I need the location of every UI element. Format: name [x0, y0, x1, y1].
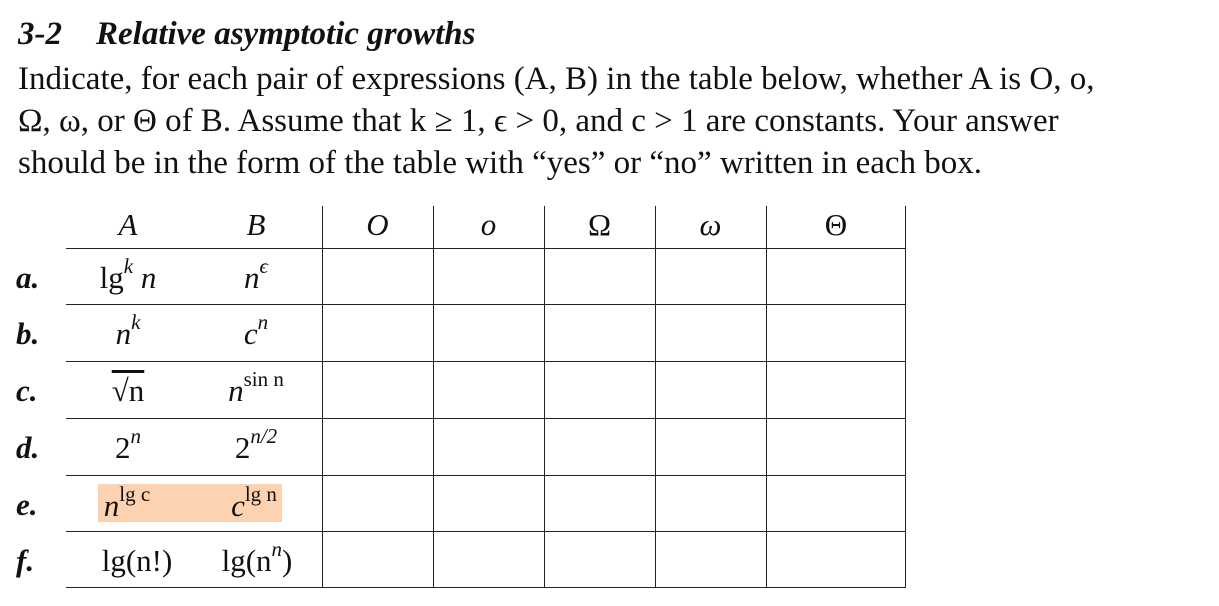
answer-cell[interactable] [655, 362, 766, 418]
expr-base: n [103, 488, 120, 523]
answer-cell[interactable] [766, 419, 905, 475]
answer-cell[interactable] [544, 249, 655, 305]
header-theta: Θ [824, 207, 848, 242]
answer-cell[interactable] [655, 305, 766, 361]
header-little-o: o [480, 207, 497, 242]
expr-exponent: sin n [243, 366, 284, 391]
row-label-c: c. [16, 373, 38, 408]
expr-exponent: lg c [119, 481, 151, 506]
header-big-o: O [366, 207, 389, 242]
expr-exponent: ϵ [259, 253, 268, 278]
expr-base: lg [99, 260, 124, 295]
expr-d-a [68, 420, 188, 476]
answer-cell[interactable] [655, 476, 766, 532]
header-a: A [118, 207, 138, 242]
answer-cell[interactable] [766, 249, 905, 305]
expr-base: 2 [115, 430, 131, 465]
answer-cell[interactable] [766, 532, 905, 588]
table-rule [905, 206, 906, 588]
expr-exponent: n/2 [250, 423, 278, 448]
row-label-e: e. [16, 487, 38, 522]
answer-cell[interactable] [433, 532, 544, 588]
answer-cell[interactable] [544, 532, 655, 588]
answer-cell[interactable] [322, 362, 433, 418]
problem-number: 3-2 [18, 16, 62, 52]
expr-base: n [244, 260, 260, 295]
highlight-bar [156, 484, 226, 522]
problem-title: Relative asymptotic growths [96, 16, 476, 52]
row-label-b: b. [16, 316, 40, 351]
expr-base: 2 [234, 430, 251, 465]
expr-base: lg(n [221, 543, 272, 578]
expr-base: lg(n!) [101, 543, 173, 578]
answer-cell[interactable] [433, 476, 544, 532]
answer-cell[interactable] [433, 362, 544, 418]
statement-line: should be in the form of the table with “yes” or “no” written in each box. [18, 145, 983, 181]
answer-cell[interactable] [322, 476, 433, 532]
answer-cell[interactable] [544, 419, 655, 475]
expr-tail: n [133, 260, 157, 295]
row-label-d: d. [16, 430, 40, 465]
answer-cell[interactable] [655, 419, 766, 475]
expr-exponent: lg n [244, 481, 277, 506]
answer-cell[interactable] [544, 476, 655, 532]
header-little-omega: ω [699, 207, 722, 242]
expr-exponent: k [131, 309, 141, 334]
answer-cell[interactable] [766, 305, 905, 361]
expr-exponent: n [130, 423, 141, 448]
answer-cell[interactable] [433, 249, 544, 305]
expr-c-a [68, 363, 188, 419]
row-label-f: f. [16, 543, 35, 578]
answer-cell[interactable] [322, 305, 433, 361]
answer-cell[interactable] [322, 419, 433, 475]
expr-a-b [200, 250, 312, 306]
answer-cell[interactable] [322, 249, 433, 305]
expr-base: c [231, 488, 245, 523]
expr-e-b-highlight [226, 481, 282, 523]
answer-cell[interactable] [766, 362, 905, 418]
expr-base: n [228, 373, 244, 408]
answer-cell[interactable] [655, 532, 766, 588]
answer-cell[interactable] [544, 362, 655, 418]
expr-d-b [200, 420, 312, 476]
statement-line: Ω, ω, or Θ of B. Assume that k ≥ 1, ϵ > 0, and c > 1 are constants. Your answer [18, 103, 1059, 139]
expr-e-a-highlight [98, 481, 156, 523]
answer-cell[interactable] [433, 419, 544, 475]
header-b: B [246, 207, 266, 242]
expr-f-a [74, 533, 200, 589]
expr-base: n [115, 316, 132, 351]
expr-base: c [243, 316, 258, 351]
answer-cell[interactable] [322, 532, 433, 588]
header-big-omega: Ω [587, 207, 612, 242]
answer-cell[interactable] [433, 305, 544, 361]
expr-b-b [200, 306, 312, 362]
statement-line: Indicate, for each pair of expressions (A, B) in the table below, whether A is O, o, [18, 61, 1095, 97]
row-label-a: a. [16, 260, 40, 295]
answer-cell[interactable] [544, 305, 655, 361]
expr-a-a [68, 250, 188, 306]
expr-tail: ) [282, 543, 293, 578]
expr-exponent: n [271, 536, 283, 561]
expr-b-a [68, 306, 188, 362]
expr-f-b [202, 533, 312, 589]
sqrt-expression: √n [111, 373, 145, 408]
answer-cell[interactable] [766, 476, 905, 532]
expr-exponent: k [123, 253, 134, 278]
expr-exponent: n [257, 309, 269, 334]
answer-cell[interactable] [655, 249, 766, 305]
expr-c-b [200, 363, 312, 419]
